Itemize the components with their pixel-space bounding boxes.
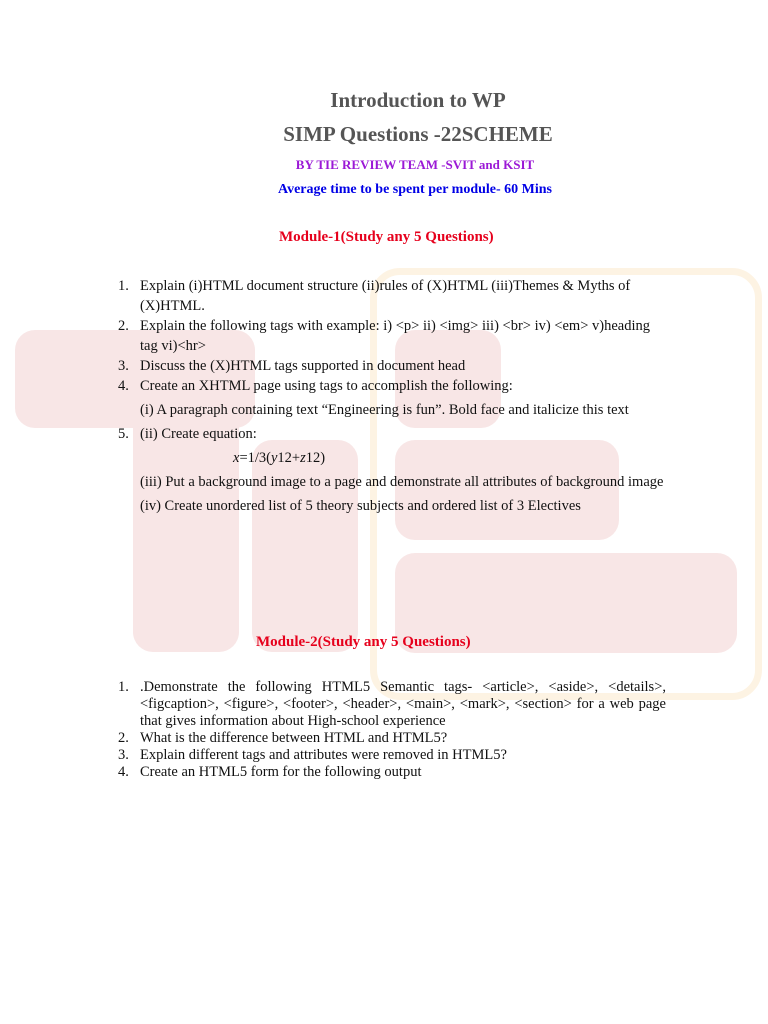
item-number: 3. bbox=[118, 747, 129, 763]
question-text: Explain the following tags with example: i) <p> ii) <img> iii) <br> iv) <em> v)heading tag vi)<hr> bbox=[140, 318, 650, 354]
equation-part: =1/3( bbox=[239, 450, 271, 466]
equation-var-y: y bbox=[270, 450, 278, 466]
question-text: (ii) Create equation: bbox=[140, 426, 257, 442]
list-item bbox=[118, 376, 666, 396]
item-number: 4. bbox=[118, 764, 129, 780]
question-text: Discuss the (X)HTML tags supported in document head bbox=[140, 358, 466, 374]
doc-title: Introduction to WP bbox=[330, 88, 506, 112]
equation-part: 12) bbox=[305, 450, 326, 466]
item-number: 5. bbox=[118, 426, 129, 442]
list-item bbox=[118, 316, 666, 356]
question-text: .Demonstrate the following HTML5 Semantic tags- <article>, <aside>, <details>, <figcaption>, <figure>, <footer>, <header>, <main>, <mark>, <section> for a web page that gives information about High-school experience bbox=[140, 679, 666, 729]
item-number: 2. bbox=[118, 318, 129, 334]
list-item bbox=[118, 276, 666, 316]
question-text: Create an HTML5 form for the following output bbox=[140, 764, 422, 780]
average-time: Average time to be spent per module- 60 Mins bbox=[278, 182, 552, 197]
item-number: 2. bbox=[118, 730, 129, 746]
item-number: 3. bbox=[118, 358, 129, 374]
module2-heading: Module-2(Study any 5 Questions) bbox=[256, 634, 471, 650]
module2-question-list bbox=[118, 679, 666, 781]
list-item bbox=[118, 730, 666, 747]
list-item bbox=[118, 747, 666, 764]
question-text: What is the difference between HTML and HTML5? bbox=[140, 730, 448, 746]
list-item bbox=[118, 356, 666, 376]
sub-question: (i) A paragraph containing text “Engineering is fun”. Bold face and italicize this text bbox=[140, 402, 629, 418]
sub-question: (iv) Create unordered list of 5 theory subjects and ordered list of 3 Electives bbox=[140, 498, 581, 514]
question-text: Create an XHTML page using tags to accomplish the following: bbox=[140, 378, 513, 394]
equation bbox=[118, 448, 666, 468]
list-item bbox=[118, 764, 666, 781]
sub-question: (iii) Put a background image to a page and demonstrate all attributes of background image bbox=[140, 474, 664, 490]
item-number: 4. bbox=[118, 378, 129, 394]
equation-var-x: x bbox=[233, 450, 240, 466]
item-number: 1. bbox=[118, 679, 129, 695]
list-item bbox=[118, 679, 666, 730]
byline: BY TIE REVIEW TEAM -SVIT and KSIT bbox=[295, 157, 535, 172]
question-text: Explain different tags and attributes were removed in HTML5? bbox=[140, 747, 507, 763]
question-text: Explain (i)HTML document structure (ii)rules of (X)HTML (iii)Themes & Myths of (X)HTML. bbox=[140, 278, 631, 314]
equation-var-z: z bbox=[300, 450, 306, 466]
module1-heading: Module-1(Study any 5 Questions) bbox=[279, 229, 494, 245]
item-number: 1. bbox=[118, 278, 129, 294]
module1-question-list bbox=[118, 276, 666, 516]
doc-subtitle: SIMP Questions -22SCHEME bbox=[283, 122, 553, 146]
equation-part: 12+ bbox=[277, 450, 301, 466]
list-item bbox=[118, 424, 666, 444]
